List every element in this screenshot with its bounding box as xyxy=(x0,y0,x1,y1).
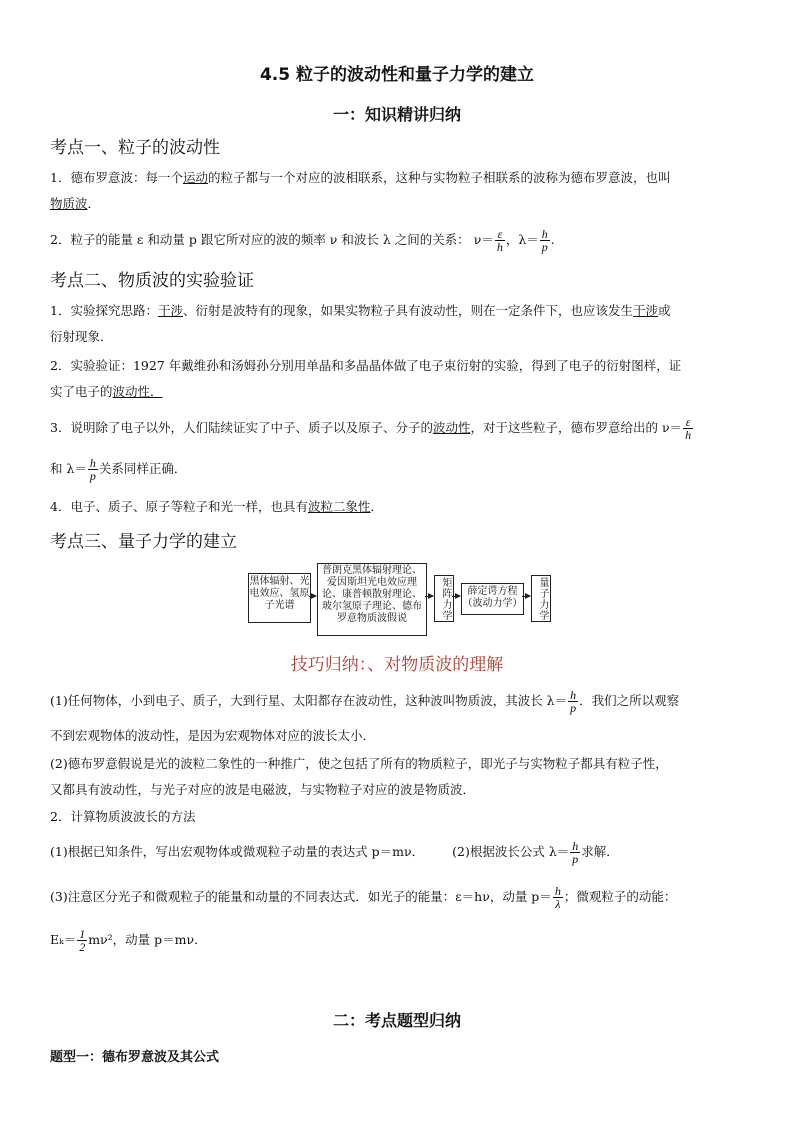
tip-heading: 技巧归纳：、对物质波的理解 xyxy=(290,655,504,675)
page-title: 4.5 粒子的波动性和量子力学的建立 xyxy=(259,65,535,85)
arrow-icon xyxy=(522,596,530,597)
fraction-eps-h: $\frac{\varepsilon}{h}$ xyxy=(496,227,503,254)
flow-box-matrix-mechanics: 矩阵力学 xyxy=(434,575,454,622)
arrow-icon xyxy=(425,596,433,597)
kd3-heading: 考点三、量子力学的建立 xyxy=(50,532,237,552)
fraction-h-p-2: $\frac{h}{p}$ xyxy=(89,456,96,483)
kd2-line5: 3．说明除了电子以外，人们陆续证实了中子、质子以及原子、分子的波动性，对于这些粒子，德布罗意给出的 ν＝ $\frac{\varepsilon}{h}$ xyxy=(50,415,692,442)
tip-line7: (3)注意区分光子和微观粒子的能量和动量的不同表达式．如光子的能量：ε＝hν，动量 p＝ $\frac{h}{\lambda}$ ；微观粒子的动能： xyxy=(50,884,677,911)
kd1-line3: 2．粒子的能量 ε 和动量 p 跟它所对应的波的频率 ν 和波长 λ 之间的关系： ν＝ $\frac{\varepsilon}{h}$ ，λ＝ $\frac{h}{p}$ . xyxy=(50,227,555,254)
flow-box-schrodinger: 薛定谔方程 （波动力学） xyxy=(461,583,524,615)
kd2-line6: 和 λ＝ $\frac{h}{p}$ 关系同样正确． xyxy=(50,456,187,483)
tip-line4: 又都具有波动性，与光子对应的波是电磁波，与实物粒子对应的波是物质波． xyxy=(50,782,476,797)
fraction-h-p-3: $\frac{h}{p}$ xyxy=(570,688,577,715)
tip-line5: 2．计算物质波波长的方法 xyxy=(50,809,196,824)
flow-box-phenomena: 黑体辐射、光电效应、氢原子光谱 xyxy=(248,573,311,623)
section-heading-2: 二：考点题型归纳 xyxy=(332,1011,461,1030)
tip-line2: 不到宏观物体的波动性，是因为宏观物体对应的波长太小． xyxy=(50,728,376,743)
question-type-1: 题型一：德布罗意波及其公式 xyxy=(50,1050,220,1065)
fraction-h-p: $\frac{h}{p}$ xyxy=(541,227,548,254)
flow-box-theories: 普朗克黑体辐射理论、爱因斯坦光电效应理论、康普顿散射理论、玻尔氢原子理论、德布罗意物质波假说 xyxy=(317,563,427,636)
fraction-h-lambda: $\frac{h}{\lambda}$ xyxy=(554,884,561,911)
arrow-icon xyxy=(309,596,316,597)
kd2-line4: 实了电子的波动性． xyxy=(50,384,163,399)
kd1-heading: 考点一、粒子的波动性 xyxy=(50,138,220,158)
kd2-heading: 考点二、物质波的实验验证 xyxy=(50,271,254,291)
kd2-line7: 4．电子、质子、原子等粒子和光一样，也具有波粒二象性． xyxy=(50,499,383,514)
arrow-icon xyxy=(452,596,460,597)
kd1-line2: 物质波． xyxy=(50,196,101,211)
tip-line1: (1)任何物体，小到电子、质子，大到行星、太阳都存在波动性，这种波叫物质波，其波长 λ＝ $\frac{h}{p}$ ．我们之所以观察 xyxy=(50,688,680,715)
tip-line6: (1)根据已知条件，写出宏观物体或微观粒子动量的表达式 p＝mν． (2)根据波长公式 λ＝ $\frac{h}{p}$ 求解． xyxy=(50,839,619,866)
section-heading-1: 一：知识精讲归纳 xyxy=(332,105,461,124)
tip-line8: Eₖ＝ $\frac{1}{2}$ mν²，动量 p＝mν． xyxy=(50,927,207,954)
fraction-eps-h-2: $\frac{\varepsilon}{h}$ xyxy=(685,415,692,442)
kd2-line2: 衍射现象． xyxy=(50,329,113,344)
flow-box-quantum-mechanics: 量子力学 xyxy=(531,575,551,622)
kd2-line1: 1．实验探究思路：干涉、衍射是波特有的现象，如果实物粒子具有波动性，则在一定条件下，也应该发生干涉或 xyxy=(50,303,671,318)
fraction-h-p-4: $\frac{h}{p}$ xyxy=(572,839,579,866)
kd2-line3: 2．实验验证：1927 年戴维孙和汤姆孙分别用单晶和多晶晶体做了电子束衍射的实验，得到了电子的衍射图样，证 xyxy=(50,358,682,373)
fraction-one-half: $\frac{1}{2}$ xyxy=(79,927,86,954)
tip-line3: (2)德布罗意假说是光的波粒二象性的一种推广，使之包括了所有的物质粒子，即光子与实物粒子都具有粒子性， xyxy=(50,756,668,771)
kd1-line1: 1．德布罗意波：每一个运动的粒子都与一个对应的波相联系，这种与实物粒子相联系的波称为德布罗意波，也叫 xyxy=(50,170,671,185)
